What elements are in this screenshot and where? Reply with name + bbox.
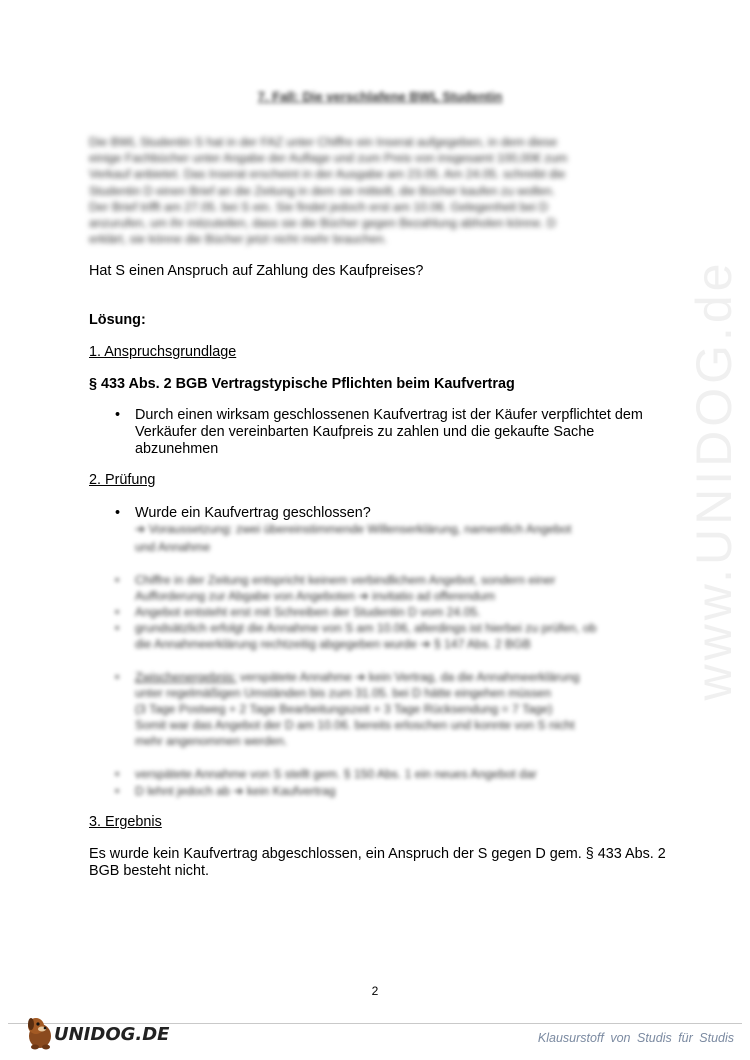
case-title: 7. Fall: Die verschlafene BWL Studentin <box>257 89 503 104</box>
bullet-icon: • <box>115 573 120 587</box>
analysis-item <box>115 766 635 782</box>
bullet-line: Verkäufer den vereinbarten Kaufpreis zu zahlen und die gekaufte Sache <box>135 424 595 440</box>
unidog-logo <box>24 1012 170 1052</box>
intro-line: Der Brief trifft am 27.05. bei S ein. Sie findet jedoch erst am 10.06. Gelegenheit bei D <box>89 199 549 214</box>
bullet-item <box>115 505 675 522</box>
solution-label: Lösung: <box>89 312 146 328</box>
analysis-line: Angebot entsteht erst mit Schreiben der Studentin D vom 24.05. <box>135 605 481 619</box>
case-description <box>89 134 649 247</box>
section-heading-1: 1. Anspruchsgrundlage <box>89 344 237 360</box>
intro-line: Verkauf anbietet. Das Inserat erscheint in der Ausgabe am 23.05. Am 24.05. schreibt die <box>89 167 566 182</box>
bullet-icon: • <box>115 605 120 619</box>
analysis-line: Somit war das Angebot der D am 10.06. bereits erloschen und konnte von S nicht <box>135 718 575 732</box>
analysis-line: grundsätzlich erfolgt die Annahme von S am 10.06, allerdings ist hierbei zu prüfen, ob <box>135 621 597 635</box>
intro-line: Studentin D einen Brief an die Zeitung in dem sie mitteilt, die Bücher kaufen zu wollen. <box>89 183 556 198</box>
interim-text: verspätete Annahme ➔ kein Vertrag, da die Annahmeerklärung <box>236 670 580 684</box>
legal-basis-heading: § 433 Abs. 2 BGB Vertragstypische Pflichten beim Kaufvertrag <box>89 376 515 392</box>
result-paragraph <box>89 846 669 880</box>
question: Hat S einen Anspruch auf Zahlung des Kaufpreises? <box>89 263 424 279</box>
bullet-icon: • <box>115 767 120 781</box>
bullet-icon: • <box>115 505 121 521</box>
bullet-line: Durch einen wirksam geschlossenen Kaufvertrag ist der Käufer verpflichtet dem <box>135 407 643 423</box>
page-number: 2 <box>371 984 379 998</box>
bullet-line: abzunehmen <box>135 441 219 457</box>
analysis-line: Chiffre in der Zeitung entspricht keinem verbindlichem Angebot, sondern einer <box>135 573 556 587</box>
bullet-icon: • <box>115 784 120 798</box>
intro-line: erklärt, sie könne die Bücher jetzt nicht mehr brauchen. <box>89 232 388 247</box>
bullet-item <box>115 407 675 458</box>
analysis-item <box>115 620 665 652</box>
condition-line: und Annahme <box>135 540 211 554</box>
logo-text: UNIDOG.DE <box>54 1024 170 1045</box>
result-line: Es wurde kein Kaufvertrag abgeschlossen, ein Anspruch der S gegen D gem. § 433 Abs. 2 <box>89 846 666 862</box>
interim-label: Zwischenergebnis: <box>135 670 237 684</box>
analysis-line: D lehnt jedoch ab ➔ kein Kaufvertrag <box>135 784 336 798</box>
condition-line: ➔ Voraussetzung: zwei übereinstimmende Willenserklärung, namentlich Angebot <box>135 522 572 536</box>
dog-icon <box>24 1012 58 1052</box>
intro-line: Die BWL Studentin S hat in der FAZ unter Chiffre ein Inserat aufgegeben, in dem diese <box>89 135 558 149</box>
analysis-item <box>115 783 336 799</box>
footer-tagline: Klausurstoff von Studis für Studis <box>537 1031 734 1045</box>
intro-line: einige Fachbücher unter Angabe der Auflage und zum Preis von insgesamt 100,00€ zum <box>89 151 568 166</box>
watermark: www.UNIDOG.de <box>686 259 742 701</box>
interim-result <box>115 669 655 749</box>
analysis-line: verspätete Annahme von S stellt gem. § 150 Abs. 1 ein neues Angebot dar <box>135 767 537 781</box>
analysis-line: die Annahmeerklärung rechtzeitig abgegeben wurde ➔ § 147 Abs. 2 BGB <box>135 637 531 651</box>
bullet-text: Wurde ein Kaufvertrag geschlossen? <box>135 505 371 521</box>
bullet-icon: • <box>115 670 120 684</box>
analysis-item <box>115 604 645 620</box>
section-heading-3: 3. Ergebnis <box>89 814 162 830</box>
intro-line: anzurufen, um ihr mitzuteilen, dass sie die Bücher gegen Bezahlung abholen könne. D <box>89 216 556 231</box>
analysis-line: mehr angenommen werden. <box>135 734 288 748</box>
analysis-line: unter regelmäßigen Umständen bis zum 31.05. bei D hätte eingehen müssen <box>135 686 551 700</box>
analysis-line: (3 Tage Postweg + 2 Tage Bearbeitungszeit + 3 Tage Rücksendung = 7 Tage) <box>135 702 553 716</box>
analysis-line: Aufforderung zur Abgabe von Angeboten ➔ invitatio ad offerendum <box>135 589 496 603</box>
section-heading-2: 2. Prüfung <box>89 472 156 488</box>
bullet-icon: • <box>115 621 120 635</box>
bullet-icon: • <box>115 407 121 423</box>
analysis-item <box>115 572 645 604</box>
result-line: BGB besteht nicht. <box>89 863 209 879</box>
